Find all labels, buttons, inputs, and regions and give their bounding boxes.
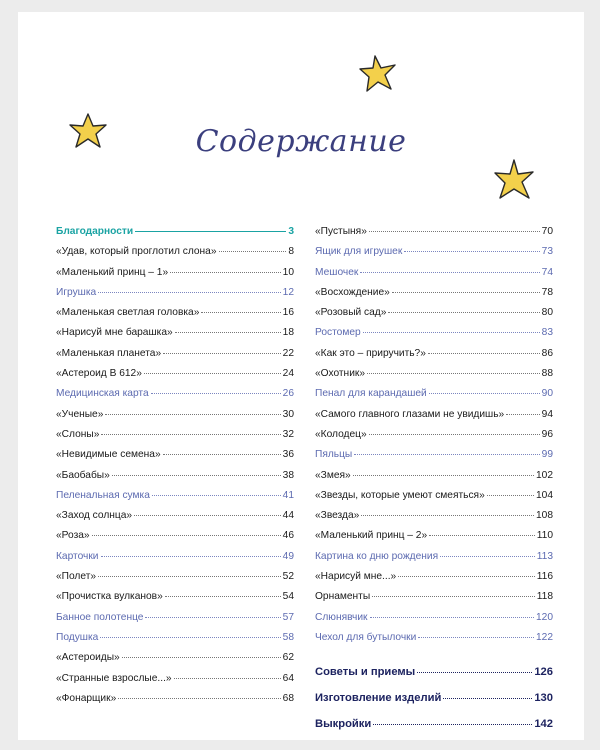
toc-entry [56,307,294,327]
toc-page-number: 118 [536,591,553,603]
toc-entry-title: «Ученые» [56,408,104,420]
toc-entry-title: «Колодец» [315,428,367,440]
dot-leader [353,475,534,476]
toc-entry [56,693,294,713]
toc-page-number: 32 [282,428,294,440]
toc-entry-title: «Розовый сад» [315,307,387,319]
toc-entry-title: «Звезды, которые умеют смеяться» [315,489,485,501]
toc-entry-title: Пенал для карандашей [315,388,427,400]
dot-leader [112,475,281,476]
toc-entry [56,470,294,490]
toc-entry [315,449,553,469]
toc-entry [56,409,294,429]
dot-leader [163,454,281,455]
toc-page-number: 108 [536,510,553,522]
toc-entry-title: «Охотник» [315,368,366,380]
toc-page-number: 102 [536,469,553,481]
dot-leader [370,617,535,618]
toc-left-column [56,226,294,713]
toc-entry [315,429,553,449]
toc-page-number: 120 [536,611,553,623]
dot-leader [506,414,539,415]
dot-leader [367,373,540,374]
toc-page-number: 88 [541,368,553,380]
toc-entry [56,591,294,611]
dot-leader [98,576,281,577]
dot-leader [487,495,534,496]
contents-page [18,12,584,740]
toc-entry-title: «Звезда» [315,510,360,522]
dot-leader [360,272,539,273]
dot-leader [201,312,280,313]
toc-entry-title: «Восхождение» [315,286,390,298]
toc-entry-title: Пеленальная сумка [56,489,150,501]
dot-leader [429,393,540,394]
dot-leader [100,637,280,638]
dot-leader [98,292,280,293]
dot-leader [398,576,535,577]
toc-entry [56,530,294,550]
dot-leader [429,535,535,536]
toc-page-number: 18 [282,327,294,339]
dot-leader [440,556,535,557]
toc-page-number: 62 [282,652,294,664]
toc-page-number: 10 [282,266,294,278]
toc-page-number: 16 [282,307,294,319]
toc-entry [315,267,553,287]
toc-page-number: 90 [541,388,553,400]
toc-entry [315,591,553,611]
dot-leader [392,292,540,293]
toc-entry [315,571,553,591]
toc-entry-title: Картина ко дню рождения [315,550,439,562]
dot-leader [118,698,280,699]
toc-entry [56,246,294,266]
toc-page-number: 12 [282,286,294,298]
dot-leader [175,332,281,333]
toc-page-number: 44 [282,510,294,522]
dot-leader [174,678,281,679]
toc-page-number: 3 [288,226,294,237]
toc-entry [56,287,294,307]
toc-page-number: 22 [282,347,294,359]
toc-entry [315,388,553,408]
dot-leader [354,454,539,455]
toc-entry-title: «Слоны» [56,428,100,440]
toc-entry-title: «Прочистка вулканов» [56,591,163,603]
toc-page-number: 49 [282,550,294,562]
toc-page-number: 96 [541,428,553,440]
dot-leader [373,724,532,725]
toc-page-number: 54 [282,591,294,603]
toc-entry-title: «Странные взрослые...» [56,672,172,684]
page-title: Содержание [195,124,407,159]
toc-entry [315,287,553,307]
toc-page-number: 24 [282,368,294,380]
toc-page-number: 130 [534,692,553,705]
toc-entry-title: «Нарисуй мне...» [315,571,397,583]
toc-entry-title: «Астероиды» [56,652,120,664]
dot-leader [145,617,280,618]
toc-entry-title: «Маленькая планета» [56,347,162,359]
toc-entry-title: Чехол для бутылочки [315,631,417,643]
section-gap [315,652,553,666]
toc-entry-title: Мешочек [315,266,359,278]
dot-leader [101,434,280,435]
toc-page-number: 83 [541,327,553,339]
toc-entry [315,327,553,347]
toc-entry [315,718,553,744]
toc-entry-title: Благодарности [56,226,134,237]
toc-entry [56,652,294,672]
toc-entry-title: «Невидимые семена» [56,449,161,461]
toc-entry-title: Подушка [56,631,99,643]
toc-right-column [315,226,553,744]
toc-page-number: 46 [282,530,294,542]
toc-page-number: 70 [541,226,553,237]
toc-entry-title: «Удав, который проглотил слона» [56,246,217,258]
toc-entry-title: Игрушка [56,286,97,298]
toc-entry [315,470,553,490]
toc-entry-title: Ящик для игрушек [315,246,403,258]
toc-entry [315,530,553,550]
dot-leader [404,251,539,252]
dot-leader [122,657,281,658]
toc-entry-title: «Роза» [56,530,90,542]
dot-leader [417,672,532,673]
toc-page-number: 110 [536,530,553,542]
toc-entry [56,267,294,287]
toc-entry-title: «Змея» [315,469,351,481]
dot-leader [92,535,281,536]
dot-leader [170,272,281,273]
star-icon [493,158,535,202]
dot-leader [428,353,540,354]
toc-page-number: 73 [541,246,553,258]
toc-page-number: 26 [282,388,294,400]
toc-entry [315,490,553,510]
dot-leader [361,515,534,516]
toc-entry [56,612,294,632]
toc-entry-title: «Нарисуй мне барашка» [56,327,173,339]
toc-page-number: 68 [282,692,294,704]
toc-page-number: 104 [536,489,553,501]
toc-entry [56,388,294,408]
toc-page-number: 99 [541,449,553,461]
toc-entry [56,327,294,347]
toc-page-number: 142 [534,718,553,731]
toc-page-number: 80 [541,307,553,319]
toc-page-number: 113 [536,550,553,562]
toc-entry-title: «Заход солнца» [56,510,133,522]
dot-leader [369,434,540,435]
dot-leader [152,495,281,496]
toc-entry-title: Орнаменты [315,591,371,603]
toc-entry [56,490,294,510]
toc-entry-title: «Фонарщик» [56,692,117,704]
dot-leader [144,373,281,374]
toc-page-number: 122 [536,631,553,643]
toc-entry-title: «Баобабы» [56,469,110,481]
toc-page-number: 58 [282,631,294,643]
dot-leader [443,698,532,699]
toc-entry [56,673,294,693]
toc-entry [315,409,553,429]
toc-entry-title: Карточки [56,550,99,562]
toc-page-number: 74 [541,266,553,278]
toc-entry-title: «Полет» [56,571,97,583]
toc-entry [56,449,294,469]
dot-leader [134,515,281,516]
dot-leader [388,312,539,313]
toc-entry [315,307,553,327]
toc-entry-title: «Пустыня» [315,226,367,237]
dot-leader [165,596,281,597]
toc-entry [315,666,553,692]
dot-leader [363,332,540,333]
dot-leader [369,231,540,232]
toc-entry [56,632,294,652]
toc-entry [315,510,553,530]
toc-entry-title: «Маленький принц – 2» [315,530,428,542]
toc-entry-title: Банное полотенце [56,611,144,623]
toc-entry-title: Пяльцы [315,449,353,461]
dot-leader [101,556,281,557]
toc-entry [56,368,294,388]
toc-entry-title: «Самого главного глазами не увидишь» [315,408,505,420]
dot-leader [151,393,281,394]
toc-entry [315,551,553,571]
toc-page-number: 36 [282,449,294,461]
toc-page-number: 52 [282,571,294,583]
toc-page-number: 64 [282,672,294,684]
toc-entry [56,571,294,591]
dot-leader [219,251,287,252]
toc-page-number: 86 [541,347,553,359]
toc-entry-title: Слюнявчик [315,611,368,623]
toc-entry [315,612,553,632]
dot-leader [105,414,280,415]
toc-entry [315,368,553,388]
toc-entry [56,551,294,571]
toc-page-number: 126 [534,666,553,679]
toc-entry-title: Выкройки [315,718,372,731]
toc-entry-title: «Как это – приручить?» [315,347,426,359]
toc-entry-title: Ростомер [315,327,361,339]
toc-entry-title: «Маленький принц – 1» [56,266,169,278]
toc-entry [315,348,553,368]
toc-entry-title: «Маленькая светлая головка» [56,307,200,319]
toc-page-number: 57 [282,611,294,623]
toc-entry-title: «Астероид В 612» [56,368,142,380]
toc-entry-title: Изготовление изделий [315,692,442,705]
toc-page-number: 116 [536,571,553,583]
toc-entry-title: Советы и приемы [315,666,416,679]
toc-entry [315,246,553,266]
toc-entry [56,226,294,246]
toc-entry [56,348,294,368]
toc-page-number: 8 [288,246,294,258]
toc-entry [56,429,294,449]
toc-entry [315,226,553,246]
toc-page-number: 38 [282,469,294,481]
dot-leader [418,637,534,638]
toc-entry [56,510,294,530]
toc-entry-title: Медицинская карта [56,388,149,400]
star-icon [358,54,398,94]
dot-leader [135,231,286,232]
toc-page-number: 78 [541,286,553,298]
toc-entry [315,632,553,652]
toc-page-number: 41 [282,489,294,501]
dot-leader [372,596,535,597]
toc-page-number: 30 [282,408,294,420]
toc-entry [315,692,553,718]
toc-page-number: 94 [541,408,553,420]
dot-leader [163,353,281,354]
